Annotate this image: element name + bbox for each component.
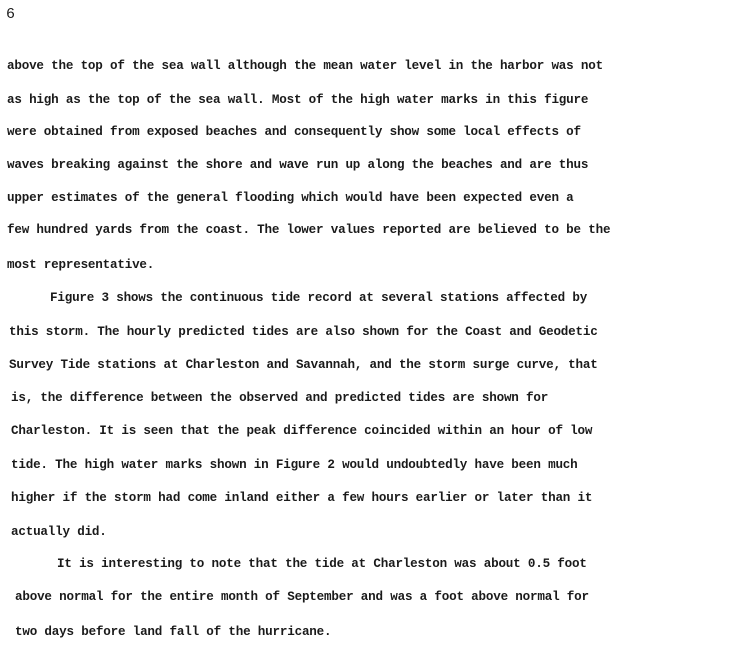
text-line: two days before land fall of the hurricane. — [15, 625, 332, 639]
text-line: Survey Tide stations at Charleston and Savannah, and the storm surge curve, that — [9, 358, 598, 372]
text-line: as high as the top of the sea wall. Most of the high water marks in this figure — [7, 93, 589, 107]
text-line: above the top of the sea wall although the mean water level in the harbor was not — [7, 59, 603, 73]
text-line: Charleston. It is seen that the peak difference coincided within an hour of low — [11, 424, 593, 438]
text-line: Figure 3 shows the continuous tide record at several stations affected by — [50, 291, 588, 305]
text-line: tide. The high water marks shown in Figure 2 would undoubtedly have been much — [11, 458, 578, 472]
text-line: actually did. — [11, 525, 107, 539]
text-line: few hundred yards from the coast. The lower values reported are believed to be the — [7, 223, 611, 237]
page-number: 6 — [6, 6, 16, 23]
text-line: waves breaking against the shore and wave run up along the beaches and are thus — [7, 158, 589, 172]
text-line: is, the difference between the observed and predicted tides are shown for — [11, 391, 549, 405]
text-line: most representative. — [7, 258, 155, 272]
text-line: above normal for the entire month of September and was a foot above normal for — [15, 590, 589, 604]
text-line: were obtained from exposed beaches and consequently show some local effects of — [7, 125, 581, 139]
text-line: upper estimates of the general flooding which would have been expected even a — [7, 191, 574, 205]
text-line: higher if the storm had come inland either a few hours earlier or later than it — [11, 491, 593, 505]
text-line: It is interesting to note that the tide at Charleston was about 0.5 foot — [57, 557, 587, 571]
text-line: this storm. The hourly predicted tides are also shown for the Coast and Geodetic — [9, 325, 598, 339]
